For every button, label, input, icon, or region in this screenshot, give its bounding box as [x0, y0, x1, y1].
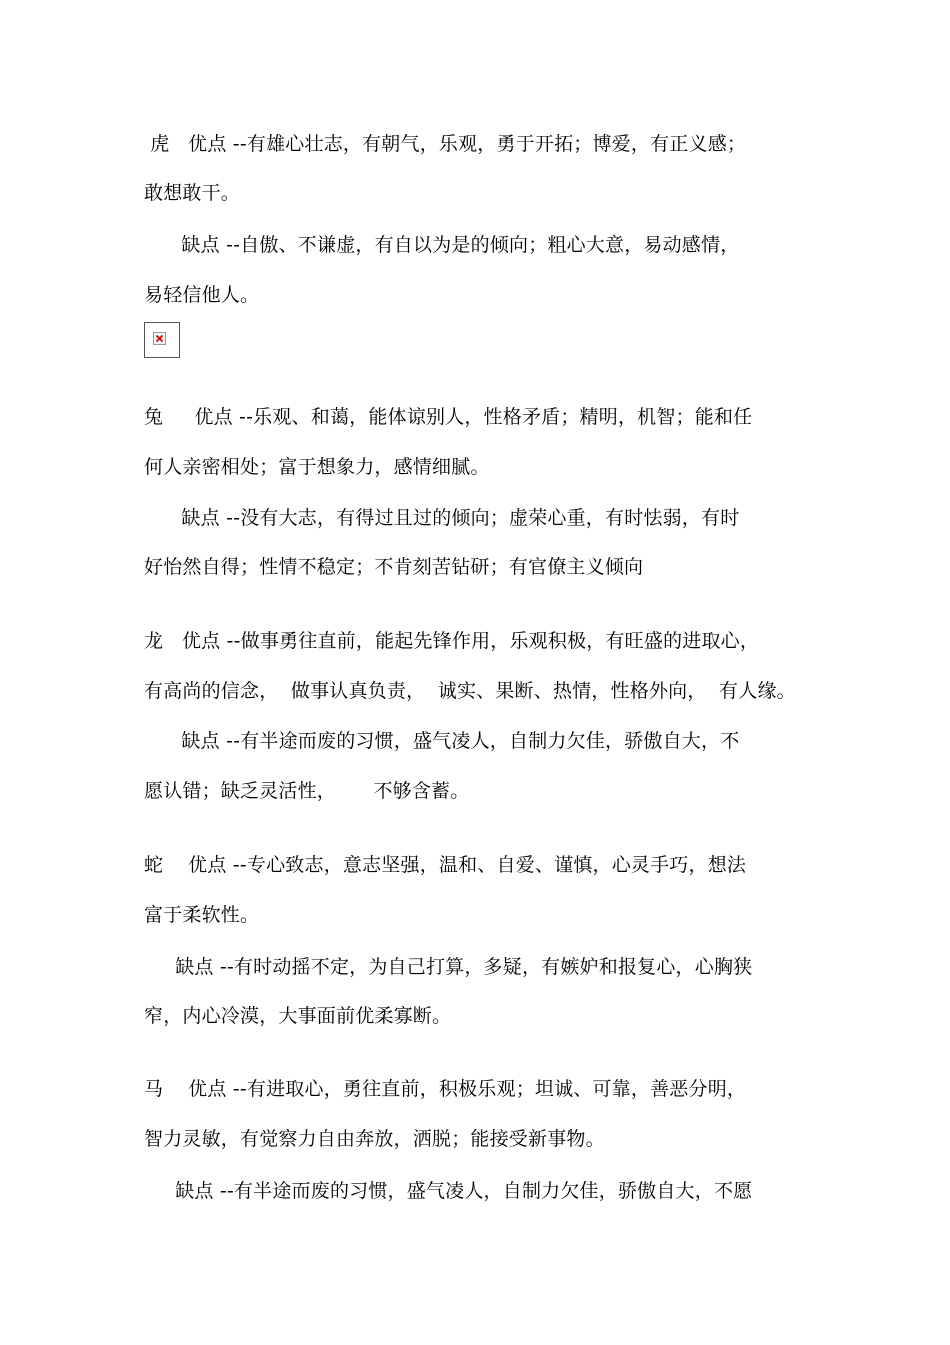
rabbit-weaknesses-line-2: 好怡然自得；性情不稳定；不肯刻苦钻研；有官僚主义倾向 — [144, 556, 644, 578]
horse-weaknesses-line-1: 缺点 --有半途而废的习惯，盛气凌人，自制力欠佳，骄傲自大，不愿 — [144, 1180, 753, 1202]
tiger-weaknesses-line-2: 易轻信他人。 — [144, 284, 260, 306]
tiger-strengths-line-2: 敢想敢干。 — [144, 182, 241, 204]
rabbit-strengths-line-2: 何人亲密相处；富于想象力，感情细腻。 — [144, 456, 490, 478]
horse-strengths-line-2: 智力灵敏，有觉察力自由奔放，洒脱；能接受新事物。 — [144, 1128, 605, 1150]
horse-strengths-line-1: 马 优点 --有进取心，勇往直前，积极乐观；坦诚、可靠，善恶分明， — [144, 1078, 747, 1100]
snake-weaknesses-line-1: 缺点 --有时动摇不定，为自己打算，多疑，有嫉妒和报复心，心胸狭 — [144, 956, 753, 978]
dragon-strengths-line-1: 龙 优点 --做事勇往直前，能起先锋作用，乐观积极，有旺盛的进取心， — [144, 630, 760, 652]
tiger-weaknesses-line-1: 缺点 --自傲、不谦虚，有自以为是的倾向；粗心大意，易动感情， — [144, 234, 740, 256]
snake-strengths-line-2: 富于柔软性。 — [144, 904, 260, 926]
rabbit-strengths-line-1: 兔 优点 --乐观、和蔼，能体谅别人，性格矛盾；精明，机智；能和任 — [144, 406, 753, 428]
dragon-weaknesses-line-2: 愿认错；缺乏灵活性， 不够含蓄。 — [144, 780, 470, 802]
dragon-weaknesses-line-1: 缺点 --有半途而废的习惯，盛气凌人，自制力欠佳，骄傲自大，不 — [144, 730, 740, 752]
snake-weaknesses-line-2: 窄，内心冷漠，大事面前优柔寡断。 — [144, 1005, 452, 1027]
dragon-strengths-line-2: 有高尚的信念， 做事认真负责， 诚实、果断、热情，性格外向， 有人缘。 — [144, 680, 796, 702]
tiger-strengths-line-1: 虎 优点 --有雄心壮志，有朝气，乐观，勇于开拓；博爱，有正义感； — [144, 133, 747, 155]
snake-strengths-line-1: 蛇 优点 --专心致志，意志坚强，温和、自爱、谨慎，心灵手巧，想法 — [144, 854, 747, 876]
rabbit-weaknesses-line-1: 缺点 --没有大志，有得过且过的倾向；虚荣心重，有时怯弱，有时 — [144, 507, 740, 529]
broken-image-icon — [144, 322, 180, 358]
